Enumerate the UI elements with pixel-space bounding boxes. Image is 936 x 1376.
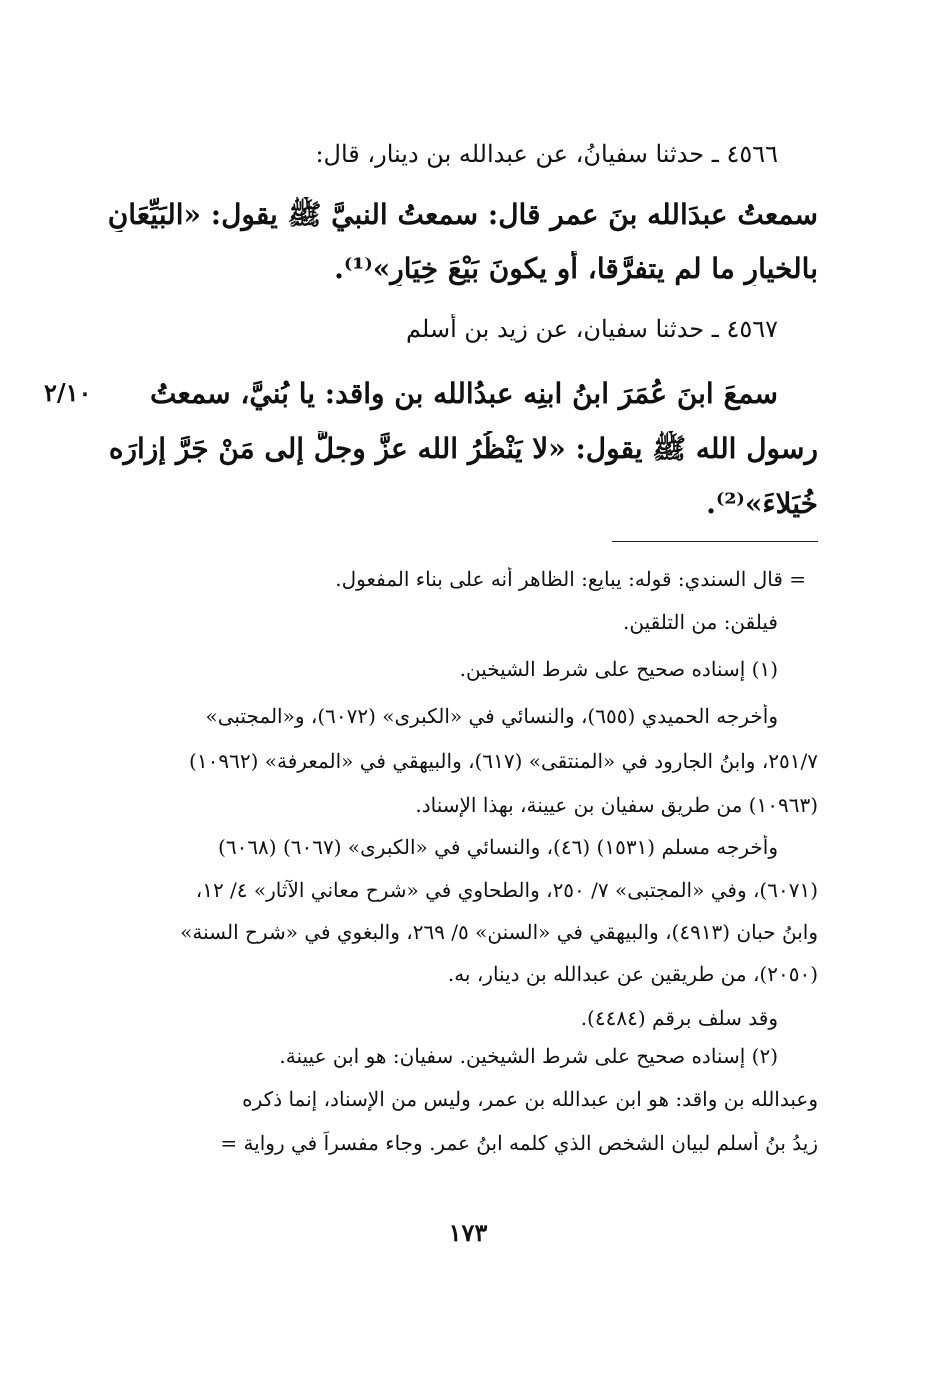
footnote-1-line-7: وابنُ حبان (٤٩١٣)، والبيهقي في «السنن» ٥/ ٢٦٩، والبغوي في «شرح السنة» xyxy=(180,920,818,944)
footnote-1-line-6: (٦٠٧١)، وفي «المجتبى» ٧/ ٢٥٠، والطحاوي في «شرح معاني الآثار» ٤/ ١٢، xyxy=(195,878,818,902)
hadith-4566-line-2: بالخيارِ ما لم يتفرَّقا، أو يكونَ بَيْعَ خِيَارٍ»⁽¹⁾. xyxy=(334,252,818,285)
footnote-continued: = قال السندي: قوله: يبايع: الظاهر أنه على بناء المفعول. xyxy=(335,567,806,591)
hadith-4567-line-1: سمعَ ابنَ عُمَرَ ابنُ ابنِه عبدُالله بن واقد: يا بُنيَّ، سمعتُ xyxy=(149,377,778,410)
hadith-4566-line-1: سمعتُ عبدَالله بنَ عمر قال: سمعتُ النبيَّ ﷺ يقول: «البَيِّعَانِ xyxy=(107,198,818,231)
footnote-1-line-9: وقد سلف برقم (٤٤٨٤). xyxy=(580,1006,778,1030)
footnote-1-line-1: (١) إسناده صحيح على شرط الشيخين. xyxy=(459,657,778,681)
footnote-1-line-4: (١٠٩٦٣) من طريق سفيان بن عيينة، بهذا الإسناد. xyxy=(415,793,818,817)
page-number: ١٧٣ xyxy=(448,1218,488,1247)
hadith-4567-line-2: رسول الله ﷺ يقول: «لا يَنْظُرُ الله عزَّ وجلَّ إلى مَنْ جَرَّ إزارَه xyxy=(108,432,818,465)
footnote-1-line-5: وأخرجه مسلم (١٥٣١) (٤٦)، والنسائي في «الكبرى» (٦٠٦٧) (٦٠٦٨) xyxy=(218,835,778,859)
footnote-continued-2: فيلقن: من التلقين. xyxy=(623,610,778,634)
footnote-separator xyxy=(612,541,818,542)
footnote-1-line-2: وأخرجه الحميدي (٦٥٥)، والنسائي في «الكبرى» (٦٠٧٢)، و«المجتبى» xyxy=(205,704,778,728)
footnote-2-line-1: (٢) إسناده صحيح على شرط الشيخين. سفيان: هو ابن عيينة. xyxy=(279,1044,778,1068)
margin-volume-reference: ٢/١٠ xyxy=(44,378,92,407)
footnote-2-line-2: وعبدالله بن واقد: هو ابن عبدالله بن عمر، وليس من الإسناد، إنما ذكره xyxy=(242,1087,818,1111)
hadith-4566-heading: ٤٥٦٦ ـ حدثنا سفيانُ، عن عبدالله بن دينار، قال: xyxy=(315,140,778,168)
footnote-1-line-3: ٢٥١/٧، وابنُ الجارود في «المنتقى» (٦١٧)، والبيهقي في «المعرفة» (١٠٩٦٢) xyxy=(189,749,818,773)
hadith-4567-heading: ٤٥٦٧ ـ حدثنا سفيان، عن زيد بنِ أسلم xyxy=(406,315,778,343)
hadith-4567-line-3: خُيَلاءَ»⁽²⁾. xyxy=(706,487,818,520)
footnote-2-line-3: زيدُ بنُ أسلم لبيان الشخص الذي كلمه ابنُ عمر. وجاء مفسراً في رواية = xyxy=(220,1131,818,1155)
footnote-1-line-8: (٢٠٥٠)، من طريقين عن عبدالله بن دينار، به. xyxy=(447,962,818,986)
